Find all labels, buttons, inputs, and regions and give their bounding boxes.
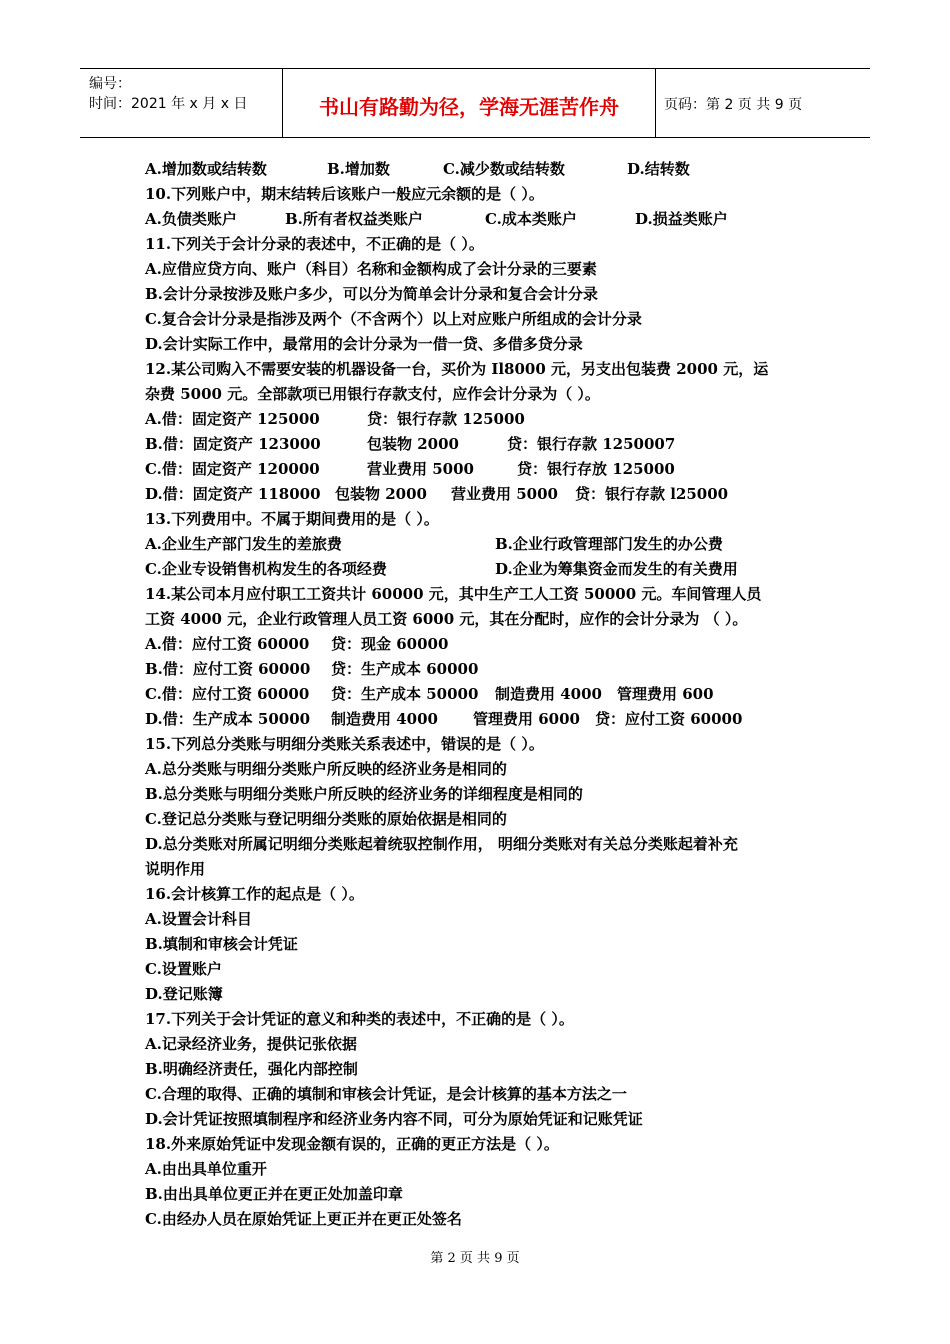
text-segment: A.应借应贷方向、账户（科目）名称和金额构成了会计分录的三要素: [145, 260, 597, 278]
text-segment: 10.下列账户中，期末结转后该账户一般应元余额的是（ ）。: [145, 185, 544, 203]
text-segment: B.总分类账与明细分类账户所反映的经济业务的详细程度是相同的: [145, 785, 583, 803]
header-page-cell: [655, 69, 870, 137]
text-segment: D.借：固定资产 118000: [145, 485, 321, 503]
text-segment: 管理费用 600: [617, 685, 714, 703]
text-line: [145, 382, 815, 407]
question-content: [145, 157, 815, 1232]
text-segment: D.结转数: [627, 160, 690, 178]
text-line: [145, 1107, 815, 1132]
text-line: [145, 1082, 815, 1107]
text-segment: A.记录经济业务，提供记张依据: [145, 1035, 357, 1053]
text-segment: 贷：银行存款 125000: [367, 410, 525, 428]
text-segment: A.借：应付工资 60000: [145, 635, 310, 653]
text-line: [145, 1207, 815, 1232]
text-line: [145, 782, 815, 807]
text-line: [145, 807, 815, 832]
text-line: [145, 307, 815, 332]
text-segment: A.企业生产部门发生的差旅费: [145, 535, 342, 553]
text-line: [145, 1032, 815, 1057]
text-line: [145, 757, 815, 782]
document-number-label: 编号：: [89, 76, 131, 92]
text-segment: 说明作用: [145, 860, 206, 878]
text-line: [145, 557, 815, 582]
text-line: [145, 482, 815, 507]
text-segment: 贷：银行存放 125000: [517, 460, 675, 478]
text-segment: B.会计分录按涉及账户多少，可以分为简单会计分录和复合会计分录: [145, 285, 598, 303]
text-segment: 贷：生产成本 60000: [331, 660, 479, 678]
document-date-label: 时间：2021 年 x 月 x 日: [89, 96, 248, 112]
text-line: [145, 582, 815, 607]
text-segment: 杂费 5000 元。全部款项已用银行存款支付，应作会计分录为（ ）。: [145, 385, 600, 403]
text-segment: 14.某公司本月应付职工工资共计 60000 元，其中生产工人工资 50000 元。车间管理人员: [145, 585, 762, 603]
text-line: [145, 182, 815, 207]
text-line: [145, 857, 815, 882]
text-segment: 贷：现金 60000: [331, 635, 449, 653]
motto-text: 书山有路勤为径，学海无涯苦作舟: [319, 95, 619, 119]
text-line: [145, 1157, 815, 1182]
page-footer: 第 2 页 共 9 页: [430, 1251, 520, 1266]
text-segment: 营业费用 5000: [451, 485, 558, 503]
text-segment: C.借：应付工资 60000: [145, 685, 310, 703]
text-segment: 13.下列费用中。不属于期间费用的是（ ）。: [145, 510, 439, 528]
text-line: [145, 282, 815, 307]
text-line: [145, 607, 815, 632]
text-segment: 工资 4000 元，企业行政管理人员工资 6000 元，其在分配时，应作的会计分录为 （ ）。: [145, 610, 748, 628]
text-segment: 贷：银行存款 l25000: [575, 485, 729, 503]
text-segment: 12.某公司购入不需要安装的机器设备一台，买价为 Il8000 元，另支出包装费 2000 元，运: [145, 360, 769, 378]
text-segment: 16.会计核算工作的起点是（ ）。: [145, 885, 364, 903]
text-segment: A.由出具单位重开: [145, 1160, 267, 1178]
text-line: [145, 257, 815, 282]
text-segment: B.借：应付工资 60000: [145, 660, 311, 678]
text-line: [145, 1182, 815, 1207]
text-segment: C.借：固定资产 120000: [145, 460, 320, 478]
text-line: [145, 832, 815, 857]
text-line: [145, 407, 815, 432]
text-segment: B.明确经济责任，强化内部控制: [145, 1060, 358, 1078]
text-segment: A.总分类账与明细分类账户所反映的经济业务是相同的: [145, 760, 507, 778]
page-code-label: 页码：第 2 页 共 9 页: [664, 97, 803, 113]
text-segment: 包装物 2000: [335, 485, 427, 503]
text-segment: D.损益类账户: [635, 210, 728, 228]
text-line: [145, 1132, 815, 1157]
text-line: [145, 632, 815, 657]
text-segment: C.合理的取得、正确的填制和审核会计凭证，是会计核算的基本方法之一: [145, 1085, 627, 1103]
text-segment: C.由经办人员在原始凭证上更正并在更正处签名: [145, 1210, 462, 1228]
text-line: [145, 457, 815, 482]
text-line: [145, 732, 815, 757]
text-segment: D.借：生产成本 50000: [145, 710, 311, 728]
text-segment: 制造费用 4000: [331, 710, 438, 728]
text-segment: B.企业行政管理部门发生的办公费: [495, 535, 723, 553]
text-segment: 管理费用 6000: [473, 710, 580, 728]
text-segment: B.由出具单位更正并在更正处加盖印章: [145, 1185, 403, 1203]
text-segment: D.企业为筹集资金而发生的有关费用: [495, 560, 738, 578]
text-line: [145, 432, 815, 457]
text-line: [145, 332, 815, 357]
text-line: [145, 657, 815, 682]
text-segment: D.总分类账对所属记明细分类账起着统驭控制作用， 明细分类账对有关总分类账起着补充: [145, 835, 738, 853]
text-line: [145, 682, 815, 707]
text-segment: A.负债类账户: [145, 210, 237, 228]
text-line: [145, 232, 815, 257]
text-segment: 11.下列关于会计分录的表述中，不正确的是（ ）。: [145, 235, 484, 253]
text-segment: D.会计实际工作中，最常用的会计分录为一借一贷、多借多贷分录: [145, 335, 583, 353]
text-segment: C.设置账户: [145, 960, 222, 978]
text-segment: 18.外来原始凭证中发现金额有误的，正确的更正方法是（ ）。: [145, 1135, 559, 1153]
page-header: [80, 68, 870, 138]
text-line: [145, 207, 815, 232]
text-segment: 17.下列关于会计凭证的意义和种类的表述中，不正确的是（ ）。: [145, 1010, 574, 1028]
text-segment: B.增加数: [327, 160, 390, 178]
text-segment: 15.下列总分类账与明细分类账关系表述中，错误的是（ ）。: [145, 735, 544, 753]
text-line: [145, 982, 815, 1007]
text-line: [145, 532, 815, 557]
text-segment: A.增加数或结转数: [145, 160, 267, 178]
header-motto-cell: [282, 69, 656, 137]
text-line: [145, 932, 815, 957]
text-segment: B.填制和审核会计凭证: [145, 935, 298, 953]
text-segment: A.借：固定资产 125000: [145, 410, 320, 428]
text-segment: D.登记账簿: [145, 985, 223, 1003]
text-segment: A.设置会计科目: [145, 910, 252, 928]
text-line: [145, 357, 815, 382]
text-segment: B.所有者权益类账户: [285, 210, 423, 228]
text-segment: 贷：生产成本 50000: [331, 685, 479, 703]
text-line: [145, 1007, 815, 1032]
text-segment: 制造费用 4000: [495, 685, 602, 703]
text-segment: C.复合会计分录是指涉及两个（不含两个）以上对应账户所组成的会计分录: [145, 310, 642, 328]
text-segment: B.借：固定资产 123000: [145, 435, 321, 453]
text-segment: D.会计凭证按照填制程序和经济业务内容不同，可分为原始凭证和记账凭证: [145, 1110, 643, 1128]
text-line: [145, 907, 815, 932]
text-line: [145, 507, 815, 532]
text-segment: 营业费用 5000: [367, 460, 474, 478]
text-segment: C.企业专设销售机构发生的各项经费: [145, 560, 387, 578]
text-segment: 贷：应付工资 60000: [595, 710, 743, 728]
text-segment: C.成本类账户: [485, 210, 577, 228]
text-line: [145, 1057, 815, 1082]
text-line: [145, 957, 815, 982]
text-segment: C.减少数或结转数: [443, 160, 565, 178]
text-line: [145, 707, 815, 732]
text-segment: 贷：银行存款 1250007: [507, 435, 676, 453]
text-line: [145, 157, 815, 182]
text-segment: C.登记总分类账与登记明细分类账的原始依据是相同的: [145, 810, 507, 828]
text-segment: 包装物 2000: [367, 435, 459, 453]
text-line: [145, 882, 815, 907]
header-info-cell: [80, 69, 282, 137]
